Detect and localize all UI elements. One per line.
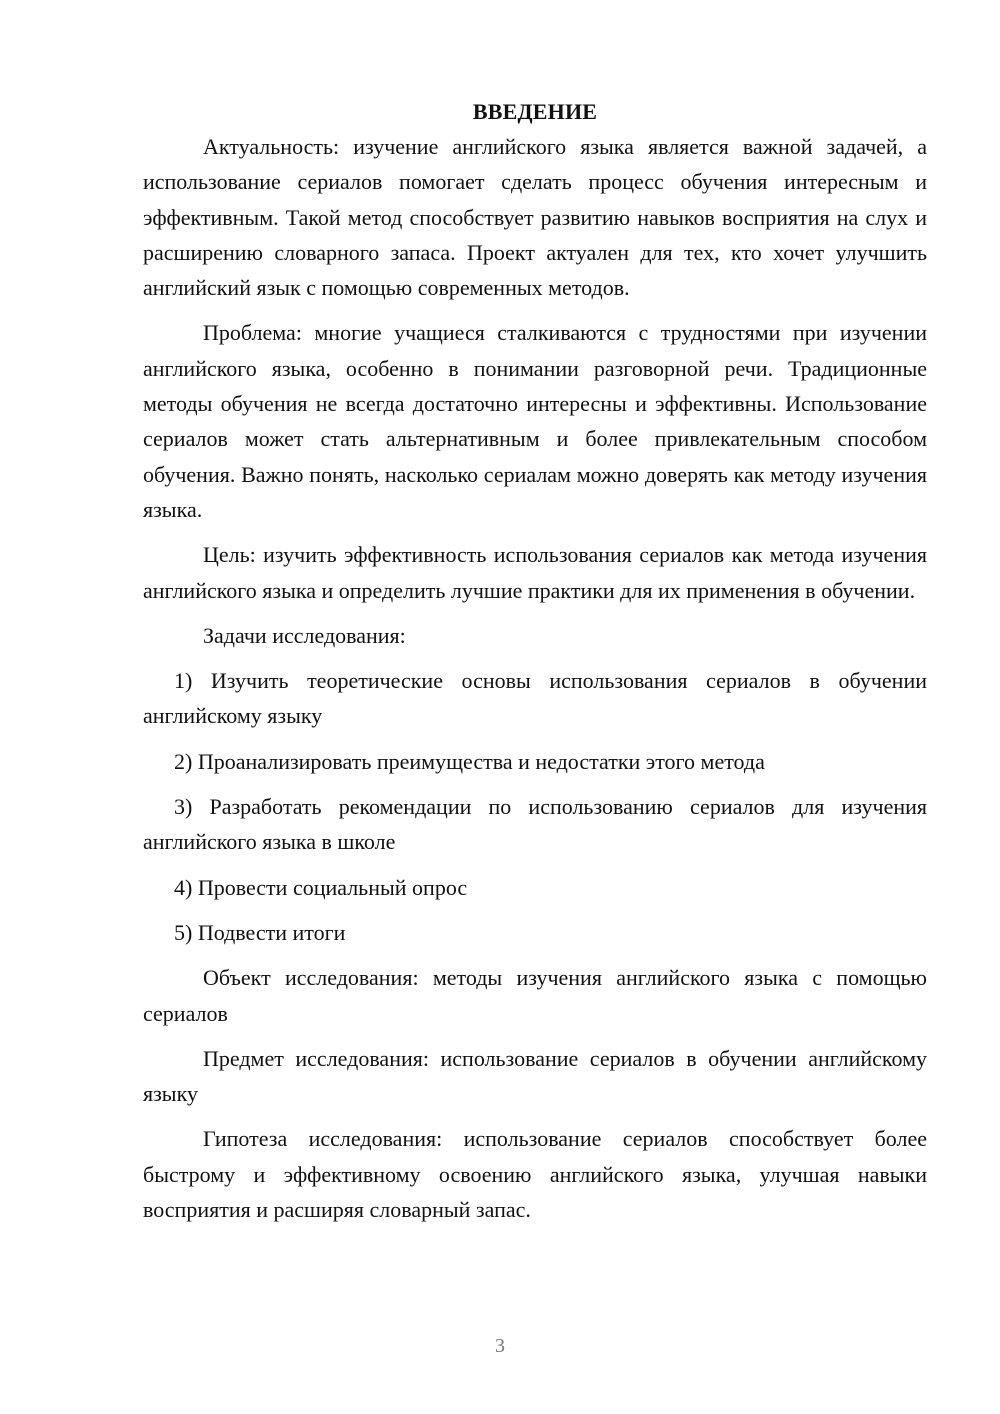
task-item-2: 2) Проанализировать преимущества и недостатки этого метода <box>174 748 765 774</box>
tasks-heading: Задачи исследования: <box>203 622 406 648</box>
task-item-4: 4) Провести социальный опрос <box>174 874 468 900</box>
subject-paragraph: Предмет исследования: использование сериалов в обучении английскому языку <box>143 1045 927 1107</box>
task-item-1: 1) Изучить теоретические основы использования сериалов в обучении английскому языку <box>143 668 927 729</box>
problem-paragraph: Проблема: многие учащиеся сталкиваются с трудностями при изучении английского языка, особенно в понимании разговорной речи. Традиционные методы обучения не всегда достаточно интересны и эффективны. Использование сериалов может стать альтернативным и более привлекательным способом обучения. Важно понять, насколько сериалам можно доверять как методу изучения языка. <box>143 320 927 522</box>
goal-paragraph: Цель: изучить эффективность использования сериалов как метода изучения английского языка и определить лучшие практики для их применения в обучении. <box>143 542 927 603</box>
hypothesis-paragraph: Гипотеза исследования: использование сериалов способствует более быстрому и эффективному освоению английского языка, улучшая навыки восприятия и расширяя словарный запас. <box>143 1126 927 1223</box>
page-number: 3 <box>495 1335 505 1357</box>
section-title: ВВЕДЕНИЕ <box>472 99 598 124</box>
relevance-paragraph: Актуальность: изучение английского языка является важной задачей, а использование сериалов помогает сделать процесс обучения интересным и эффективным. Такой метод способствует развитию навыков восприятия на слух и расширению словарного запаса. Проект актуален для тех, кто хочет улучшить английский язык с помощью современных методов. <box>143 134 927 301</box>
document-body <box>143 94 927 1227</box>
task-item-5: 5) Подвести итоги <box>174 919 346 945</box>
task-item-3: 3) Разработать рекомендации по использованию сериалов для изучения английского языка в школе <box>143 794 927 855</box>
object-paragraph: Объект исследования: методы изучения английского языка с помощью сериалов <box>143 965 927 1026</box>
